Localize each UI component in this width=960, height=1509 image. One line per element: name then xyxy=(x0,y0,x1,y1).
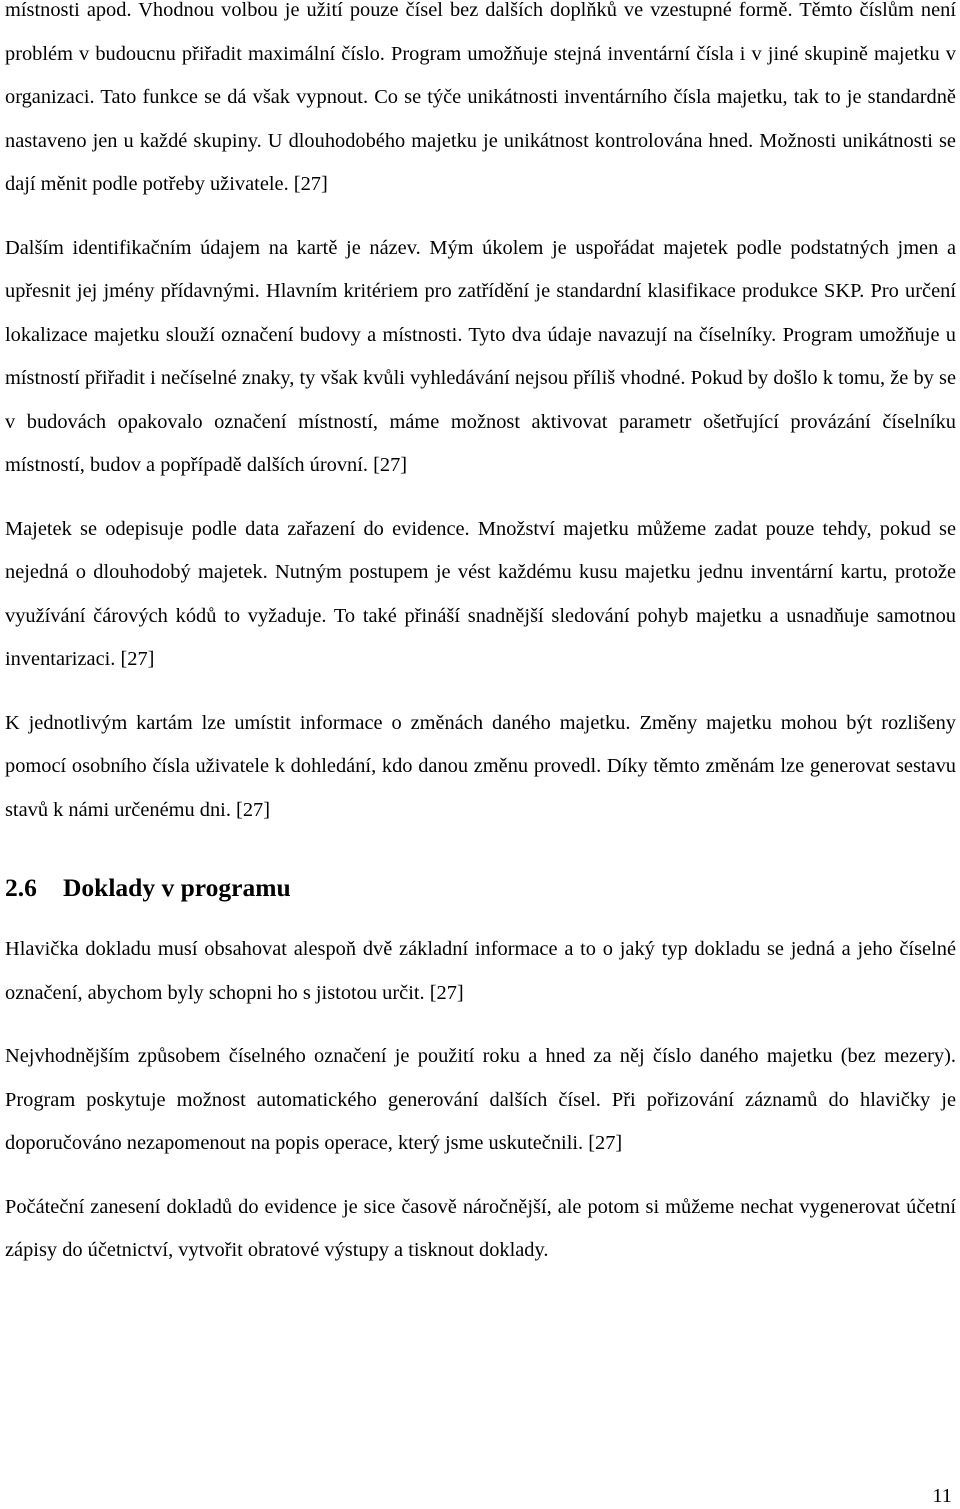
page-number: 11 xyxy=(932,1485,952,1507)
paragraph-initial-entry: Počáteční zanesení dokladů do evidence je sice časově náročnější, ale potom si můžeme nechat vygenerovat účetní zápisy do účetnictví, vytvořit obratové výstupy a tisknout doklady. xyxy=(5,1195,956,1261)
paragraph-inventory-numbers: místnosti apod. Vhodnou volbou je užití pouze čísel bez dalších doplňků ve vzestupné formě. Těmto číslům není problém v budoucnu přiřadit maximální číslo. Program umožňuje stejná inventární čísla i v jiné skupině majetku v organizaci. Tato funkce se dá však vypnout. Co se týče unikátnosti inventárního čísla majetku, tak to je standardně nastaveno jen u každé skupiny. U dlouhodobého majetku je unikátnost kontrolována hned. Možnosti unikátnosti se dají měnit podle potřeby uživatele. [27] xyxy=(5,0,956,195)
paragraph-card-name: Dalším identifikačním údajem na kartě je název. Mým úkolem je uspořádat majetek podle podstatných jmen a upřesnit jej jmény přídavnými. Hlavním kritériem pro zatřídění je standardní klasifikace produkce SKP. Pro určení lokalizace majetku slouží označení budovy a místnosti. Tyto dva údaje navazují na číselníky. Program umožňuje u místností přiřadit i nečíselné znaky, ty však kvůli vyhledávání nejsou příliš vhodné. Pokud by došlo k tomu, že by se v budovách opakovalo označení místností, máme možnost aktivovat parametr ošetřující provázání číselníku místností, budov a popřípadě dalších úrovní. [27] xyxy=(5,236,956,476)
paragraph-depreciation: Majetek se odepisuje podle data zařazení do evidence. Množství majetku můžeme zadat pouze tehdy, pokud se nejedná o dlouhodobý majetek. Nutným postupem je vést každému kusu majetku jednu inventární kartu, protože využívání čárových kódů to vyžaduje. To také přináší snadnější sledování pohyb majetku a usnadňuje samotnou inventarizaci. [27] xyxy=(5,517,956,670)
section-title: Doklady v programu xyxy=(63,873,291,902)
paragraph-card-changes: K jednotlivým kartám lze umístit informace o změnách daného majetku. Změny majetku mohou být rozlišeny pomocí osobního čísla uživatele k dohledání, kdo danou změnu provedl. Díky těmto změnám lze generovat sestavu stavů k námi určenému dni. [27] xyxy=(5,711,956,821)
paragraph-document-header: Hlavička dokladu musí obsahovat alespoň dvě základní informace a to o jaký typ dokladu se jedná a jeho číselné označení, abychom byly schopni ho s jistotou určit. [27] xyxy=(5,938,956,1004)
section-number: 2.6 xyxy=(5,873,37,902)
page-content xyxy=(5,0,956,1273)
paragraph-numbering: Nejvhodnějším způsobem číselného označení je použití roku a hned za něj číslo daného majetku (bez mezery). Program poskytuje možnost automatického generování dalších čísel. Při pořizování záznamů do hlavičky je doporučováno nezapomenout na popis operace, který jsme uskutečnili. [27] xyxy=(5,1045,956,1154)
section-heading xyxy=(5,870,956,906)
